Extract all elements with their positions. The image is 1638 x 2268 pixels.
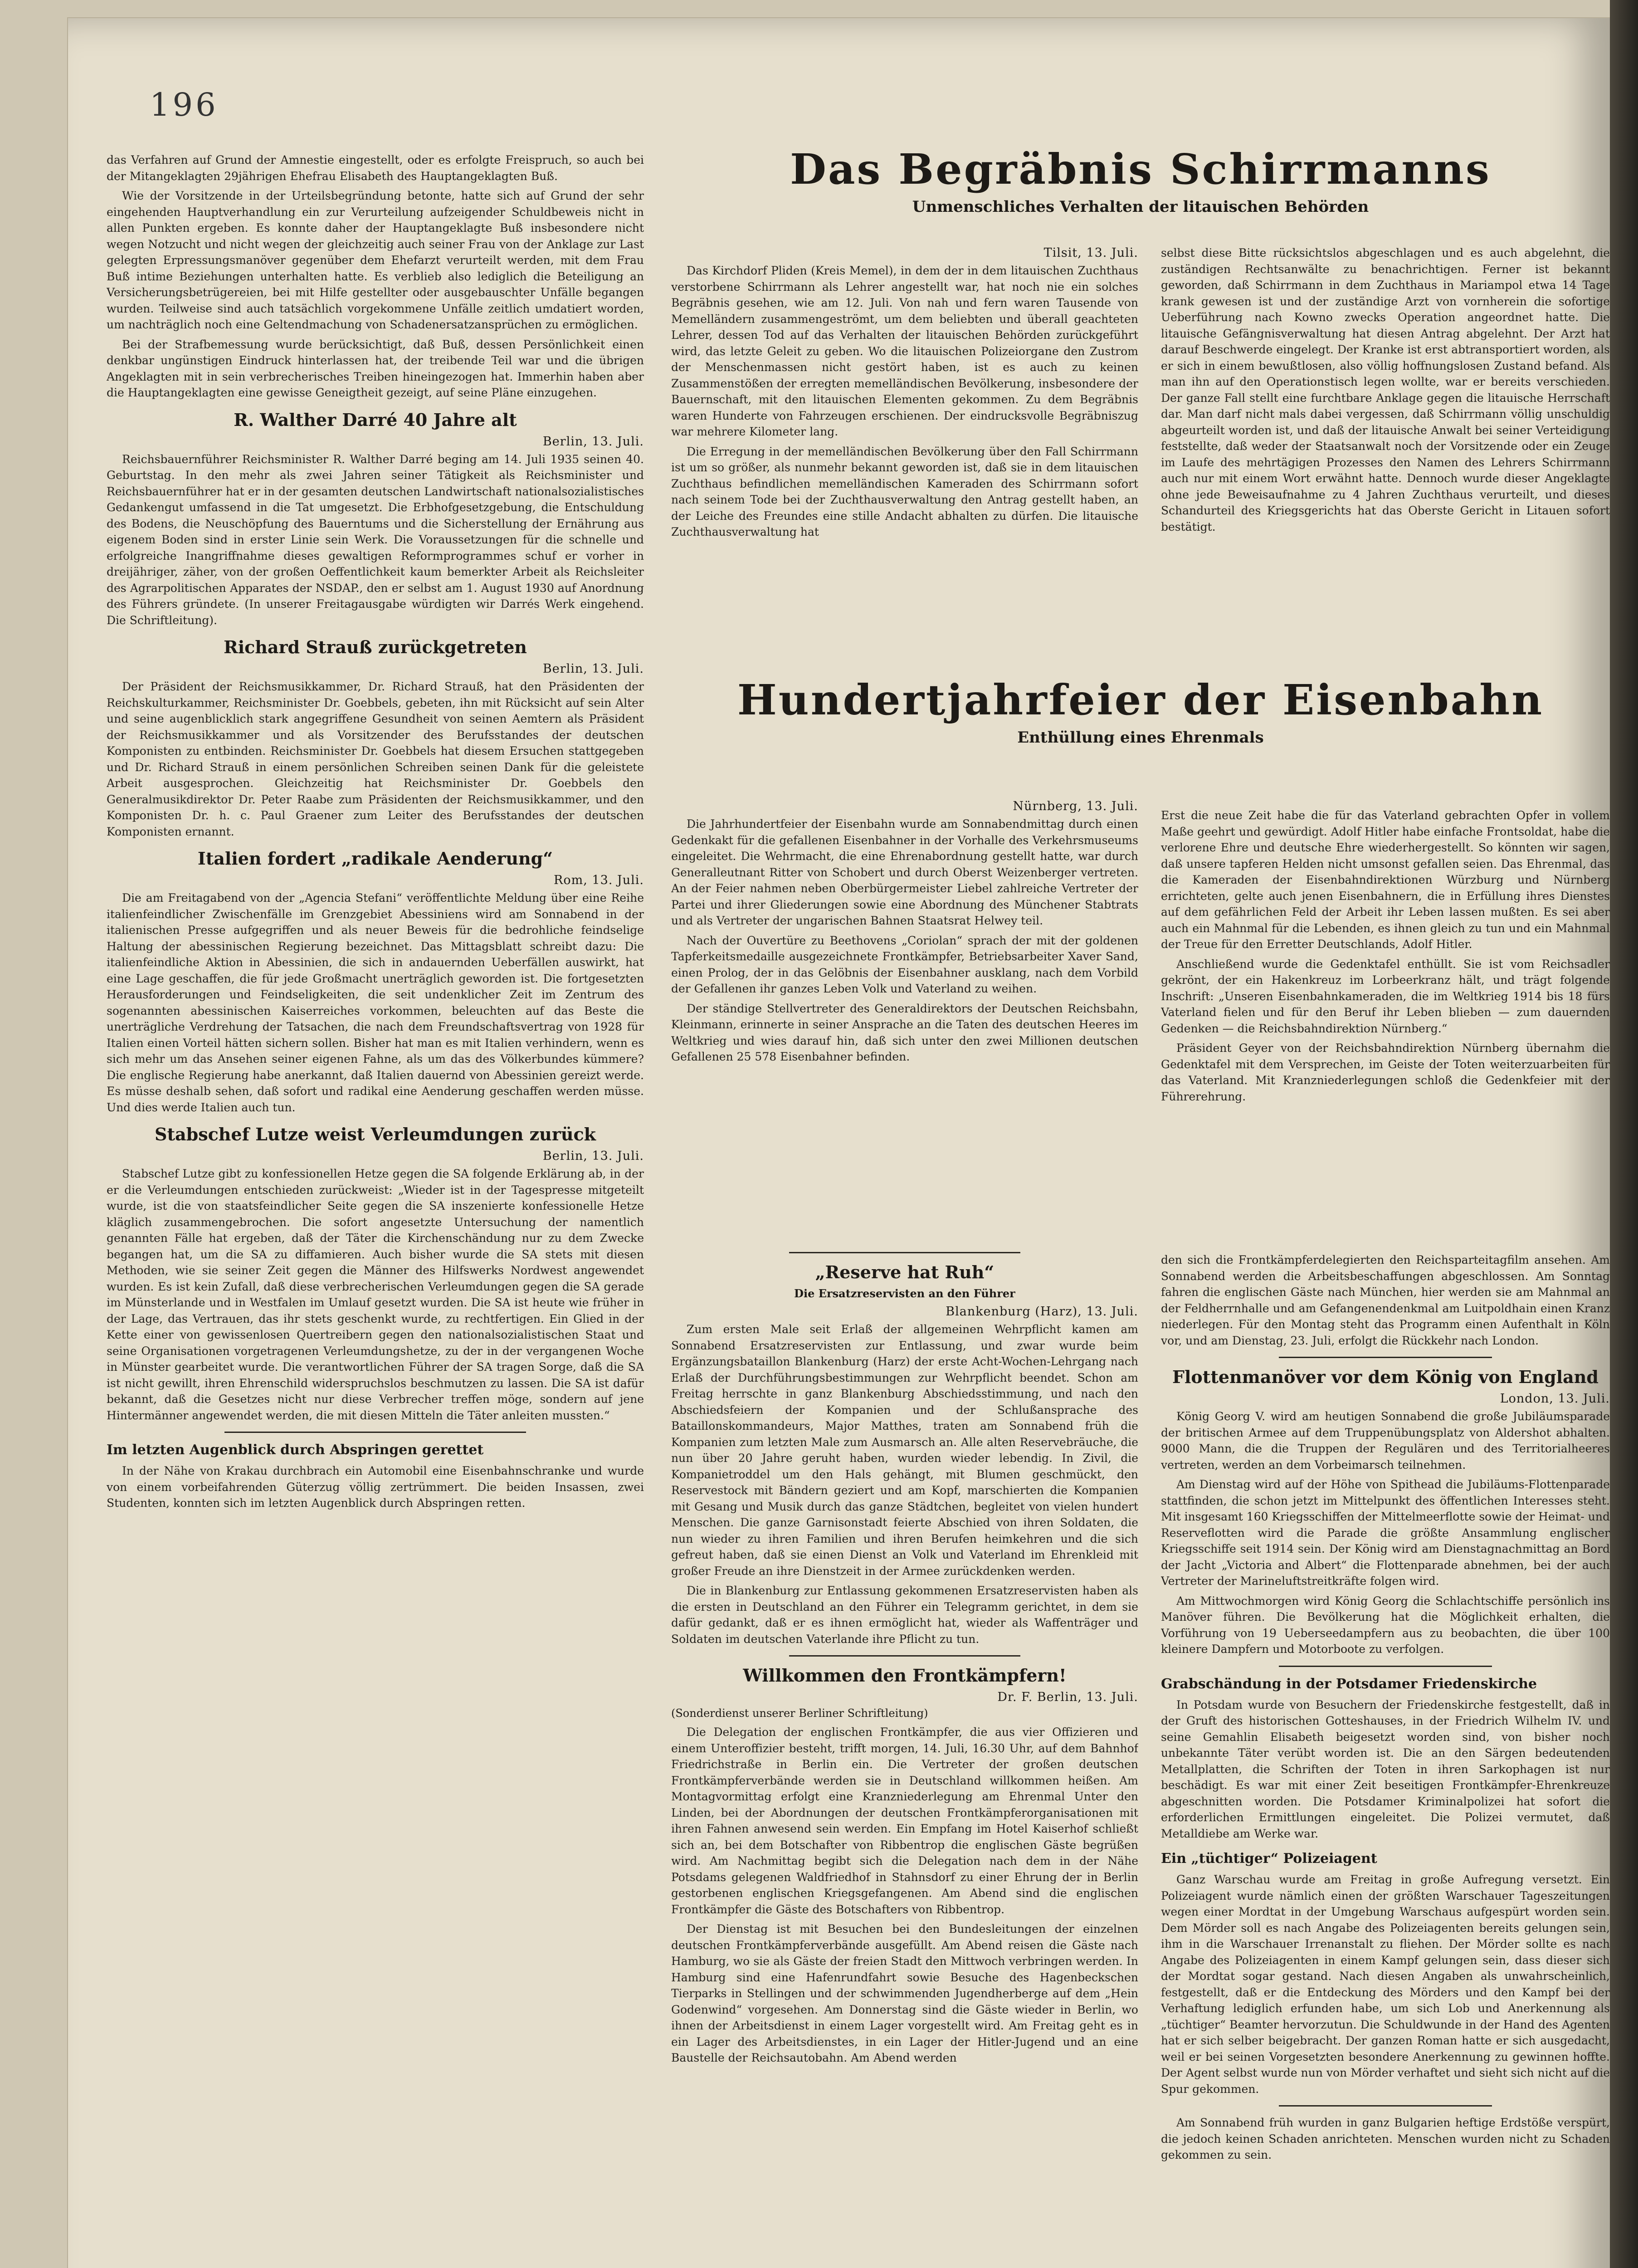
dateline: Rom, 13. Juli. [554,873,644,887]
article-paragraph: Am Mittwochmorgen wird König Georg die Schlachtschiffe persönlich ins Manöver führen. Die Bevölkerung hat die Möglichkeit erhalten, die Vorführung von 19 Ueberseedampfern aus zu beobachten, die über 100 kleinere Dampfern und Motorboote zu verfolgen. [1161,1594,1610,1656]
eisenbahn-header [671,667,1610,751]
article-paragraph: Die Erregung in der memelländischen Bevölkerung über den Fall Schirrmann ist um so größer, als nunmehr bekannt geworden ist, daß sie in dem litauischen Zuchthaus befindlichen memelländischen Kameraden des Schirrmann sofort nach seinem Tode bei der Zuchthausverwaltung den Antrag gestellt haben, an der Leiche des Freundes eine stille Andacht abhalten zu dürfen. Die litauische Zuchthausverwaltung hat [671,445,1138,538]
left-column [107,152,644,2268]
article-paragraph: Das Kirchdorf Pliden (Kreis Memel), in dem der in dem litauischen Zuchthaus verstorbene Schirrmann als Lehrer angestellt war, hat noch nie ein solches Begräbnis gesehen, wie am 12. Juli. Von nah und fern waren Tausende von Memelländern zusammengeströmt, um dem beliebten und überall geachteten Lehrer, dessen Tod auf das Verhalten der litauischen Behörden zurückgeführt wird, das letzte Geleit zu geben. Wo die litauischen Polizeiorgane den Zustrom der Menschenmassen nicht gestört haben, ist es auch zu keinen Zusammenstößen der erregten memelländischen Bevölkerung, insbesondere der Bauernschaft, mit den litauischen Elementen gekommen. Zu dem Begräbnis waren Hunderte von Fahrzeugen erschienen. Der eindrucksvolle Begräbniszug war mehrere Kilometer lang. [671,264,1138,438]
headline-polizeiagent: Ein „tüchtiger“ Polizeiagent [1161,1851,1377,1867]
divider [789,1655,1020,1657]
dateline: Nürnberg, 13. Juli. [1013,799,1138,813]
schirrmann-column-1 [671,245,1138,544]
source-note: (Sonderdienst unserer Berliner Schriftleitung) [671,1707,928,1720]
eisenbahn-column-2 [1161,807,1610,1108]
subheadline: Die Ersatzreservisten an den Führer [794,1287,1015,1300]
headline-lutze: Stabschef Lutze weist Verleumdungen zurück [155,1124,596,1144]
headline-reserve: „Reserve hat Ruh“ [815,1262,994,1282]
article-paragraph: In der Nähe von Krakau durchbrach ein Automobil eine Eisenbahnschranke und wurde von einem vorbeifahrenden Güterzug völlig zertrümmert. Die beiden Insassen, zwei Studenten, konnten sich im letzten Augenblick durch Abspringen retten. [107,1464,644,1510]
page-number: 196 [150,86,219,123]
lower-right-column [1161,1252,1610,2268]
divider [224,1432,526,1433]
article-paragraph: Zum ersten Male seit Erlaß der allgemeinen Wehrpflicht kamen am Sonnabend Ersatzreservisten zur Entlassung, und zwar wurde beim Ergänzungsbataillon Blankenburg (Harz) der erste Acht-Wochen-Lehrgang nach Erlaß der Durchführungsbestimmungen zur Wehrpflicht beendet. Schon am Freitag herrschte in ganz Blankenburg Abschiedsstimmung, und nach den Abschiedsfeiern der Kompanien und der Schlußansprache des Bataillonskommandeurs, Major Matthes, traten am Sonnabend früh die Kompanien zum letzten Male zum Ausmarsch an. Alle alten Reservebräuche, die nun über 20 Jahre geruht haben, wurden wieder lebendig. In Zivil, die Kompanietroddel um den Hals gehängt, mit Blumen geschmückt, den Reservestock mit Bändern geziert und am Kopf, marschierten die Kompanien mit Gesang und Musik durch das ganze Städtchen, begleitet von vielen hundert Menschen. Die ganze Garnisonstadt feierte Abschied von ihren Soldaten, die nun wieder zu ihren Familien und ihren Berufen heimkehren und die sich gefreut haben, daß sie einen Dienst an Volk und Vaterland im Ehrenkleid mit großer Freude an ihre Dienstzeit in der Armee zurückdenken werden. [671,1323,1138,1578]
dateline: Blankenburg (Harz), 13. Juli. [946,1305,1138,1319]
dateline: Dr. F. Berlin, 13. Juli. [997,1690,1138,1704]
divider [1279,2105,1492,2107]
article-continuation: das Verfahren auf Grund der Amnestie eingestellt, oder es erfolgte Freispruch, so auch bei der Mitangeklagten 29jährigen Ehefrau Elisabeth des Hauptangeklagten Buß. [107,153,644,183]
book-binding-edge [1610,0,1638,2268]
divider [789,1252,1020,1253]
headline-italien: Italien fordert „radikale Aenderung“ [197,848,553,869]
headline-flotte: Flottenmanöver vor dem König von England [1172,1367,1599,1387]
schirrmann-column-2 [1161,245,1610,538]
article-paragraph: Bei der Strafbemessung wurde berücksichtigt, daß Buß, dessen Persönlichkeit einen denkbar ungünstigen Eindruck hinterlassen hat, der treibende Teil war und die übrigen Angeklagten mit in sein verbrecherisches Treiben hineingezogen hat. Immerhin haben aber die Hauptangeklagten eine gewisse Geneigtheit gezeigt, auf seine Pläne einzugehen. [107,337,644,399]
headline-grab: Grabschändung in der Potsdamer Friedenskirche [1161,1676,1537,1692]
article-paragraph: Am Dienstag wird auf der Höhe von Spithead die Jubiläums-Flottenparade stattfinden, die schon jetzt im Mittelpunkt des öffentlichen Interesses steht. Mit insgesamt 160 Kriegsschiffen der Mittelmeerflotte sowie der Heimat- und Reserveflotten wird die Parade die größte Ansammlung englischer Kriegsschiffe seit 1914 sein. Der König wird am Dienstagnachmittag an Bord der Jacht „Victoria and Albert“ die Flottenparade abnehmen, bei der auch Vertreter der Marineluftstreitkräfte folgen wird. [1161,1478,1610,1588]
article-paragraph: Der Dienstag ist mit Besuchen bei den Bundesleitungen der einzelnen deutschen Frontkämpferverbände ausgefüllt. Am Abend reisen die Gäste nach Hamburg, wo sie als Gäste der freien Stadt den Mittwoch verbringen werden. In Hamburg sind eine Hafenrundfahrt sowie Besuche des Hagenbeckschen Tierparks in Stellingen und der schwimmenden Jugendherberge auf dem „Hein Godenwind“ vorgesehen. Am Donnerstag sind die Gäste wieder in Berlin, wo ihnen der Arbeitsdienst in einem Lager vorgestellt wird. Am Freitag geht es in ein Lager des Arbeitsdienstes, in ein Lager der Hitler-Jugend und an eine Baustelle der Reichsautobahn. Am Abend werden [671,1922,1138,2064]
article-paragraph: Der Präsident der Reichsmusikkammer, Dr. Richard Strauß, hat den Präsidenten der Reichskulturkammer, Reichsminister Dr. Goebbels, gebeten, ihn mit Rücksicht auf sein Alter und seine augenblicklich stark angegriffene Gesundheit von seinen Aemtern als Präsident der Reichsmusikkammer und als Vorsitzender des Berufsstandes der deutschen Komponisten zu entbinden. Reichsminister Dr. Goebbels hat diesem Ersuchen stattgegeben und Dr. Richard Strauß in einem persönlichen Schreiben seinen Dank für die geleistete Arbeit ausgesprochen. Gleichzeitig hat Reichsminister Dr. Goebbels den Generalmusikdirektor Dr. Peter Raabe zum Präsidenten der Reichsmusikkammer, und den Komponisten Dr. h. c. Paul Graener zum Leiter des Berufsstandes der deutschen Komponisten ernannt. [107,680,644,838]
eisenbahn-column-1 [671,798,1138,1069]
headline-frontkaempfer: Willkommen den Frontkämpfern! [743,1665,1067,1686]
schirrmann-header [671,136,1610,220]
article-paragraph: Am Sonnabend früh wurden in ganz Bulgarien heftige Erdstöße verspürt, die jedoch keinen Schaden anrichteten. Menschen wurden nicht zu Schaden gekommen zu sein. [1161,2116,1610,2161]
article-paragraph: König Georg V. wird am heutigen Sonnabend die große Jubiläumsparade der britischen Armee auf dem Truppenübungsplatz von Aldershot abhalten. 9000 Mann, die die Truppen der Regulären und des Territorialheeres vertreten, werden an dem Vorbeimarsch teilnehmen. [1161,1410,1610,1471]
subheadline: Unmenschliches Verhalten der litauischen Behörden [912,198,1369,216]
article-paragraph: Präsident Geyer von der Reichsbahndirektion Nürnberg übernahm die Gedenktafel mit dem Versprechen, im Geiste der Toten weiterzuarbeiten für das Vaterland. Mit Kranzniederlegungen schloß die Gedenkfeier mit der Führerehrung. [1161,1041,1610,1103]
article-paragraph: Reichsbauernführer Reichsminister R. Walther Darré beging am 14. Juli 1935 seinen 40. Geburtstag. In den mehr als zwei Jahren seiner Tätigkeit als Reichsminister und Reichsbauernführer hat er in der gesamten deutschen Landwirtschaft nationalsozialistisches Gedankengut umfassend in die Tat umgesetzt. Die Erbhofgesetzgebung, die Entschuldung des Bodens, die Neuschöpfung des Bauerntums und die Sicherstellung der Ernährung aus eigenem Boden sind in erster Linie sein Werk. Die Voraussetzungen für die schnelle und erfolgreiche Inangriffnahme dieses gewaltigen Reformprogrammes schuf er vorher in dreijähriger, zäher, von der großen Oeffentlichkeit kaum bemerkter Arbeit als Reichsleiter des Agrarpolitischen Apparates der NSDAP., den er selbst am 1. August 1930 auf Anordnung des Führers gründete. (In unserer Freitagausgabe würdigten wir Darrés Werk eingehend. Die Schriftleitung). [107,452,644,627]
headline-auto: Im letzten Augenblick durch Abspringen gerettet [107,1442,484,1458]
headline-schirrmann: Das Begräbnis Schirrmanns [790,145,1491,194]
headline-darre: R. Walther Darré 40 Jahre alt [234,409,517,430]
dateline: Tilsit, 13. Juli. [1043,246,1138,260]
article-paragraph: Wie der Vorsitzende in der Urteilsbegründung betonte, hatte sich auf Grund der sehr eingehenden Hauptverhandlung ein zur Verurteilung aufzeigender Schuldbeweis nicht in allen Punkten ergeben. Es konnte daher der Hauptangeklagte Buß insbesondere nicht wegen Notzucht und nicht wegen der gleichzeitig auch seiner Frau von der Anklage zur Last gelegten Erpressungsmanöver gegenüber dem Ehefarzt verurteilt werden, mit dem Frau Buß intime Beziehungen unterhalten hatte. Es verblieb also lediglich die Beteiligung an Versicherungsbetrügereien, bei mit Hilfe gestellter oder ausgebauschter Unfälle begangen wurden. Teilweise sind auch tatsächlich vorgekommene Unfälle zeitlich umdatiert worden, um nachträglich noch eine Geltendmachung von Schadenersatzansprüchen zu ermöglichen. [107,189,644,331]
headline-eisenbahn: Hundertjahrfeier der Eisenbahn [737,675,1544,724]
lower-middle-column [671,1252,1138,2268]
dateline: Berlin, 13. Juli. [542,662,644,676]
article-paragraph: Der ständige Stellvertreter des Generaldirektors der Deutschen Reichsbahn, Kleinmann, erinnerte in seiner Ansprache an die Taten des deutschen Heeres im Weltkrieg und wies darauf hin, daß sich unter den zwei Millionen deutschen Gefallenen 25 578 Eisenbahner befinden. [671,1002,1138,1063]
article-paragraph: Stabschef Lutze gibt zu konfessionellen Hetze gegen die SA folgende Erklärung ab, in der er die Verleumdungen entschieden zurückweist: „Wieder ist in der Tagespresse mitgeteilt wurde, ist die von staatsfeindlicher Seite gegen die SA inszenierte konfessionelle Hetze kläglich zusammengebrochen. Die sofort angesetzte Untersuchung der namentlich genannten Fälle hat ergeben, daß der Täter die Kirchenschändung nur zu dem Zwecke begangen hat, um die SA zu diffamieren. Auch bisher wurde die SA stets mit diesen Methoden, wie sie seiner Zeit gegen die Männer des Hilfswerks Nordwest angewendet wurden. Es ist kein Zufall, daß diese verbrecherischen Verleumdungen gegen die SA gerade im Münsterlande und in Westfalen im Umlauf gesetzt wurden. Die SA ist heute wie früher in der Lage, das Vertrauen, das ihr stets geschenkt wurde, zu rechtfertigen. Ein Glied in der Kette einer von gewissenlosen Quertreibern gegen den nationalsozialistischen Staat und seine Organisationen vorgetragenen Verleumdungshetze, zu der in der vergangenen Woche in Münster gearbeitet wurde. Die verantwortlichen Führer der SA tragen Sorge, daß die SA ist nicht gewillt, ihren Ehrenschild widerspruchslos beschmutzen zu lassen. Die SA ist dafür bekannt, daß die Gesetzes nicht nur diese Verbrecher treffen möge, sondern auf jene Hintermänner angewendet werden, die mit diesen Mitteln die Täter anleiten mussten.“ [107,1167,644,1422]
divider [1279,1357,1492,1358]
article-paragraph: Erst die neue Zeit habe die für das Vaterland gebrachten Opfer in vollem Maße geehrt und gewürdigt. Adolf Hitler habe einfache Frontsoldat, habe die verlorene Ehre und deutsche Ehre wiederhergestellt. So könnten wir sagen, daß unsere tapferen Helden nicht umsonst gefallen seien. Das Ehrenmal, das die Kameraden der Eisenbahndirektionen Würzburg und Nürnberg errichteten, gelte auch jenen Eisenbahnern, die in Erfüllung ihres Dienstes auf dem gefährlichen Feld der Arbeit ihr Leben lassen mußten. Es sei aber auch ein Mahnmal für die Lebenden, es ihnen gleich zu tun und ein Mahnmal der Treue für den Erretter Deutschlands, Adolf Hitler. [1161,809,1610,951]
subheadline: Enthüllung eines Ehrenmals [1017,728,1264,747]
article-paragraph: Die am Freitagabend von der „Agencia Stefani“ veröffentlichte Meldung über eine Reihe italienfeindlicher Zwischenfälle im Grenzgebiet Abessiniens wird am Sonnabend in der italienischen Presse aufgegriffen und als neuer Beweis für die bedrohliche feindselige Haltung der abessinischen Regierung bezeichnet. Das Mittagsblatt schreibt dazu: Die italienfeindliche Aktion in Abessinien, die sich in andauernden Ueberfällen auswirkt, hat eine Lage geschaffen, die für jede Großmacht unerträglich geworden ist. Die fortgesetzten Herausforderungen und Feindseligkeiten, die seit undenklicher Zeit im Zentrum des sogenannten abessinischen Kaiserreiches vorkommen, beleuchten auf das Beste die unerträgliche Verdrehung der Tatsachen, die nach dem Freundschaftsvertrag von 1928 für Italien einen Vorteil hätten sichern sollen. Bisher hat man es mit Italien verhindern, wenn es sich mehr um das Ansehen seiner eigenen Fahne, als um das des Völkerbundes kümmere? Die englische Regierung habe anerkannt, daß Italien dauernd von Abessinien gereizt werde. Es müsse deshalb sehen, daß sofort und radikal eine Aenderung geschaffen werden müsse. Und dies werde Italien auch tun. [107,891,644,1114]
article-paragraph: Die Jahrhundertfeier der Eisenbahn wurde am Sonnabendmittag durch einen Gedenkakt für die gefallenen Eisenbahner in der Vorhalle des Verkehrsmuseums eingeleitet. Die Wehrmacht, die eine Ehrenabordnung gestellt hatte, war durch Generalleutnant Ritter von Schobert und durch Oberst Weizenberger vertreten. An der Feier nahmen neben Oberbürgermeister Liebel zahlreiche Vertreter der Partei und ihrer Gliederungen sowie eine Abordnung des Münchener Stabtrats und als Vertreter der ungarischen Bahnen Staatsrat Helwey teil. [671,817,1138,927]
article-paragraph: In Potsdam wurde von Besuchern der Friedenskirche festgestellt, daß in der Gruft des historischen Gotteshauses, in der Friedrich Wilhelm IV. und seine Gemahlin Elisabeth beigesetzt worden sind, von bisher noch unbekannte Täter verübt worden ist. Die an den Särgen bedeutenden Metallplatten, die Schriften der Toten in ihren Sarkophagen ist nur beschädigt. Es war mit einer Zeit beseitigen Frontkämpfer-Ehrenkreuze abgeschnitten worden. Die Potsdamer Kriminalpolizei hat sofort die erforderlichen Ermittlungen eingeleitet. Die Polizei vermutet, daß Metalldiebe am Werke war. [1161,1698,1610,1840]
article-paragraph: Anschließend wurde die Gedenktafel enthüllt. Sie ist vom Reichsadler gekrönt, der ein Hakenkreuz im Lorbeerkranz hält, und trägt folgende Inschrift: „Unseren Eisenbahnkameraden, die im Weltkrieg 1914 bis 18 fürs Vaterland fielen und für den Beruf ihr Leben blieben — zum dauernden Gedenken — die Reichsbahndirektion Nürnberg.“ [1161,957,1610,1035]
article-paragraph: Ganz Warschau wurde am Freitag in große Aufregung versetzt. Ein Polizeiagent wurde nämlich einen der größten Warschauer Tageszeitungen wegen einer Mordtat in der Umgebung Warschaus aufgespürt worden sein. Dem Mörder soll es nach Angabe des Polizeiagenten bereits gelungen sein, ihm in die Warschauer Irrenanstalt zu fliehen. Der Mörder sollte es nach Angabe des Polizeiagenten in einem Kampf gelungen sein, dass dieser sich der Mordtat sogar gestand. Nach diesen Angaben als unwahrscheinlich, festgestellt, daß er die Entdeckung des Mörders und den Kampf bei der Verhaftung lediglich erfunden habe, um sich Lob und Anerkennung als „tüchtiger“ Beamter hervorzutun. Die Schuldwunde in der Hand des Agenten hat er sich selber beigebracht. Der ganzen Roman hatte er sich ausgedacht, weil er bei seinen Vorgesetzten besondere Anerkennung zu gewinnen hoffte. Der Agent selbst wurde nun von Mörder verhaftet und sieht sich nicht auf die Spur gekommen. [1161,1873,1610,2096]
dateline: Berlin, 13. Juli. [542,1149,644,1163]
article-paragraph: den sich die Frontkämpferdelegierten den Reichsparteitagfilm ansehen. Am Sonnabend werden die Arbeitsbeschaffungen abgeschlossen. Am Sonntag fahren die englischen Gäste nach München, hier werden sie am Mahnmal an der Feldherrnhalle und am Gefangenendenkmal am Luitpoldhain einen Kranz niederlegen. Für den Montag steht das Programm einen Aufenthalt in Köln vor, und am Dienstag, 23. Juli, erfolgt die Rückkehr nach London. [1161,1253,1610,1347]
divider [1279,1666,1492,1667]
article-paragraph: Nach der Ouvertüre zu Beethovens „Coriolan“ sprach der mit der goldenen Tapferkeitsmedaille ausgezeichnete Frontkämpfer, Betriebsarbeiter Xaver Sand, einen Prolog, der in das Gelöbnis der Eisenbahner ausklang, nach dem Vorbild der Gefallenen ihr ganzes Leben Volk und Vaterland zu weihen. [671,934,1138,995]
dateline: Berlin, 13. Juli. [542,434,644,449]
article-paragraph: Die in Blankenburg zur Entlassung gekommenen Ersatzreservisten haben als die ersten in Deutschland an den Führer ein Telegramm gerichtet, in dem sie dafür gedankt, daß er es ihnen ermöglicht hat, wieder als Waffenträger und Soldaten im deutschen Vaterlande ihre Pflicht zu tun. [671,1584,1138,1646]
article-paragraph: Die Delegation der englischen Frontkämpfer, die aus vier Offizieren und einem Unteroffizier besteht, trifft morgen, 14. Juli, 16.30 Uhr, auf dem Bahnhof Friedrichstraße in Berlin ein. Die Vertreter der großen deutschen Frontkämpferverbände werden sie in Deutschland willkommen heißen. Am Montagvormittag erfolgt eine Kranzniederlegung am Ehrenmal Unter den Linden, bei der Abordnungen der deutschen Frontkämpferorganisationen mit ihren Fahnen anwesend sein werden. Ein Empfang im Hotel Kaiserhof schließt sich an, bei dem Botschafter von Ribbentrop die englischen Gäste begrüßen wird. Am Nachmittag begibt sich die Delegation nach dem in der Nähe Potsdams gelegenen Waldfriedhof in Stahnsdorf zu einer Ehrung der in Berlin gestorbenen englischen Kriegsgefangenen. Am Abend sind die englischen Frontkämpfer die Gäste des Botschafters von Ribbentrop. [671,1725,1138,1916]
headline-strauss: Richard Strauß zurückgetreten [224,637,527,657]
article-paragraph: selbst diese Bitte rücksichtslos abgeschlagen und es auch abgelehnt, die zuständigen Rechtsanwälte zu benachrichtigen. Ferner ist bekannt geworden, daß Schirrmann in dem Zuchthaus in Mariampol etwa 14 Tage krank gewesen ist und der zuständige Arzt von vornherein die sofortige Ueberführung nach Kowno zwecks Operation angeordnet hatte. Die litauische Gefängnisverwaltung hat diesen Antrag abgelehnt. Der Arzt hat darauf Beschwerde eingelegt. Der Kranke ist erst abtransportiert worden, als er sich in einem bewußtlosen, also völlig hoffnungslosen Zustand befand. Als man ihn auf den Operationstisch legen wollte, war er bereits verschieden. Der ganze Fall stellt eine furchtbare Anklage gegen die litauische Herrschaft dar. Man darf nicht mals dabei vergessen, daß Schirrmann völlig unschuldig abgeurteilt worden ist, und daß der litauische Anwalt bei seiner Verteidigung feststellte, daß weder der Staatsanwalt noch der Vorsitzende oder ein Zeuge im Laufe des mehrtägigen Prozesses den Namen des Lehrers Schirrmann auch nur mit einem Wort erwähnt hatte. Dennoch wurde dieser Angeklagte ohne jede Beweisaufnahme zu 4 Jahren Zuchthaus verurteilt, und dieses Schandurteil des Kriegsgerichts hat das Oberste Gericht in Litauen sofort bestätigt. [1161,246,1610,533]
dateline: London, 13. Juli. [1500,1392,1610,1406]
